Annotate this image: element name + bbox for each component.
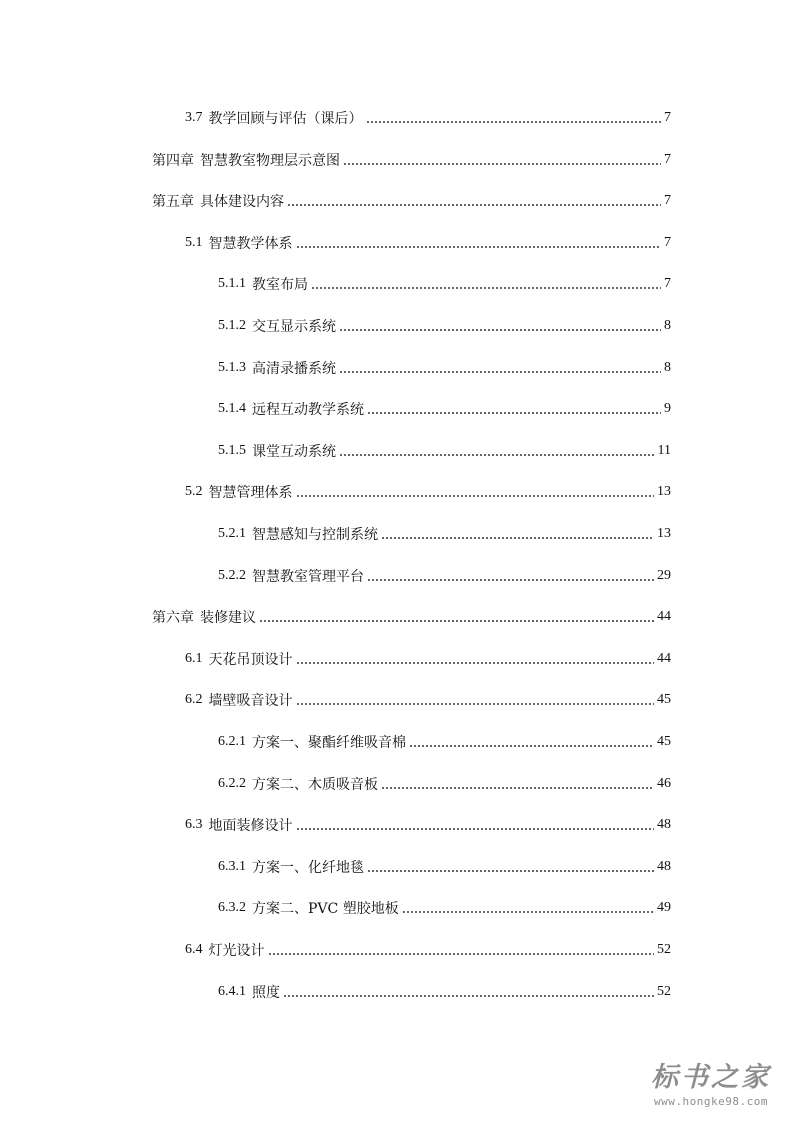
toc-entry-page: 49	[657, 900, 671, 916]
toc-entry[interactable]	[185, 814, 671, 836]
toc-entry-title: 智慧管理体系	[208, 485, 293, 502]
toc-leader-dots	[259, 620, 654, 622]
toc-entry-page: 7	[664, 276, 671, 292]
toc-leader-dots	[296, 703, 655, 705]
toc-entry[interactable]	[218, 273, 671, 295]
toc-entry-number: 5.1.4	[218, 401, 246, 417]
toc-entry-title: 智慧教室物理层示意图	[200, 152, 340, 169]
toc-entry[interactable]	[218, 856, 671, 878]
toc-entry[interactable]	[218, 357, 671, 379]
toc-entry-title: 智慧感知与控制系统	[252, 527, 378, 543]
toc-leader-dots	[381, 787, 654, 789]
toc-entry-page: 44	[657, 609, 671, 625]
toc-entry-number: 5.1.1	[218, 276, 246, 292]
toc-entry[interactable]	[218, 523, 671, 545]
toc-leader-dots	[268, 953, 655, 955]
toc-entry-number: 5.1.5	[218, 442, 246, 458]
toc-entry-number: 6.3.2	[218, 900, 246, 916]
toc-entry-title: 天花吊顶设计	[208, 651, 293, 668]
toc-entry-number: 5.2.1	[218, 526, 246, 541]
toc-leader-dots	[339, 454, 655, 456]
toc-entry-number: 5.2.2	[218, 567, 246, 583]
toc-leader-dots	[283, 995, 654, 997]
toc-leader-dots	[296, 246, 662, 248]
toc-leader-dots	[287, 204, 661, 206]
toc-entry-page: 8	[664, 359, 671, 375]
toc-entry[interactable]	[152, 149, 671, 171]
toc-entry-page: 45	[657, 692, 671, 708]
toc-entry[interactable]	[218, 440, 671, 462]
toc-entry-page: 8	[664, 318, 671, 333]
toc-leader-dots	[296, 828, 655, 830]
toc-entry-page: 29	[657, 567, 671, 583]
toc-entry-title: 高清录播系统	[252, 360, 336, 377]
toc-leader-dots	[402, 911, 654, 913]
toc-entry-title: 交互显示系统	[252, 319, 336, 335]
toc-entry[interactable]	[185, 939, 671, 961]
toc-entry-number: 6.4	[185, 942, 203, 957]
toc-entry[interactable]	[218, 398, 671, 420]
toc-entry-title: 具体建设内容	[200, 194, 284, 211]
toc-entry-page: 7	[664, 110, 671, 125]
toc-entry[interactable]	[218, 565, 671, 587]
toc-entry-number: 6.2	[185, 692, 203, 708]
toc-entry-page: 7	[664, 151, 671, 167]
toc-entry-title: 照度	[252, 984, 280, 1001]
watermark-logo	[641, 1063, 781, 1108]
toc-entry-title: 方案二、PVC 塑胶地板	[252, 901, 399, 918]
toc-entry-number: 6.2.1	[218, 734, 246, 749]
toc-entry-page: 13	[657, 484, 671, 500]
toc-entry-number: 6.3	[185, 817, 203, 833]
toc-leader-dots	[296, 495, 655, 497]
toc-leader-dots	[409, 745, 654, 747]
toc-entry-number: 第四章	[152, 153, 194, 169]
toc-entry-number: 3.7	[185, 110, 203, 125]
toc-entry-title: 方案一、化纤地毯	[252, 859, 364, 876]
toc-entry-page: 48	[657, 858, 671, 874]
toc-entry[interactable]	[185, 481, 671, 503]
toc-entry-title: 方案二、木质吸音板	[252, 776, 378, 793]
toc-entry-title: 装修建议	[200, 610, 256, 627]
toc-entry-title: 远程互动教学系统	[252, 402, 364, 419]
toc-entry[interactable]	[218, 315, 671, 337]
toc-entry-title: 方案一、聚酯纤维吸音棉	[252, 735, 406, 751]
toc-entry-number: 6.2.2	[218, 775, 246, 791]
toc-leader-dots	[367, 579, 654, 581]
toc-leader-dots	[367, 412, 661, 414]
toc-entry-title: 灯光设计	[208, 943, 265, 959]
toc-entry[interactable]	[185, 232, 671, 254]
toc-leader-dots	[343, 163, 661, 165]
toc-entry[interactable]	[185, 648, 671, 670]
toc-entry[interactable]	[218, 773, 671, 795]
watermark-url: www.hongke98.com	[654, 1095, 768, 1108]
toc-leader-dots	[296, 662, 655, 664]
toc-entry[interactable]	[185, 107, 671, 129]
toc-entry-page: 52	[657, 942, 671, 957]
toc-leader-dots	[311, 287, 661, 289]
toc-entry-title: 地面装修设计	[208, 818, 293, 835]
toc-entry-number: 5.2	[185, 484, 203, 500]
toc-entry-number: 6.1	[185, 650, 203, 666]
toc-entry-page: 52	[657, 983, 671, 999]
toc-entry-title: 智慧教室管理平台	[252, 568, 364, 585]
toc-entry[interactable]	[218, 897, 671, 919]
toc-entry-title: 墙壁吸音设计	[208, 693, 293, 710]
toc-entry-title: 教室布局	[252, 277, 308, 294]
watermark-title: 标书之家	[651, 1062, 771, 1093]
toc-entry-number: 5.1.2	[218, 318, 246, 333]
toc-entry[interactable]	[218, 981, 671, 1003]
toc-leader-dots	[366, 121, 662, 123]
toc-entry-page: 7	[664, 193, 671, 209]
toc-entry-page: 9	[664, 401, 671, 417]
toc-leader-dots	[367, 870, 654, 872]
toc-leader-dots	[339, 329, 661, 331]
toc-entry[interactable]	[152, 190, 671, 212]
toc-entry-page: 7	[664, 234, 671, 250]
toc-entry-number: 5.1	[185, 234, 203, 250]
toc-entry-title: 智慧教学体系	[208, 235, 293, 252]
toc-entry-number: 6.4.1	[218, 983, 246, 999]
toc-entry-number: 第五章	[152, 195, 194, 211]
toc-entry-number: 6.3.1	[218, 858, 246, 874]
toc-entry-page: 45	[657, 734, 671, 749]
toc-entry-page: 44	[657, 650, 671, 666]
toc-entry-page: 13	[657, 526, 671, 541]
toc-entry[interactable]	[218, 731, 671, 753]
toc-entry-title: 教学回顾与评估（课后）	[208, 111, 363, 127]
toc-entry-page: 11	[657, 442, 671, 458]
toc-entry-page: 48	[657, 817, 671, 833]
toc-entry-number: 5.1.3	[218, 359, 246, 375]
toc-leader-dots	[381, 537, 654, 539]
toc-entry[interactable]	[185, 689, 671, 711]
toc-entry-page: 46	[657, 775, 671, 791]
toc-entry-title: 课堂互动系统	[252, 443, 336, 460]
toc-leader-dots	[339, 371, 661, 373]
toc-entry-number: 第六章	[152, 611, 194, 627]
toc-entry[interactable]	[152, 606, 671, 628]
